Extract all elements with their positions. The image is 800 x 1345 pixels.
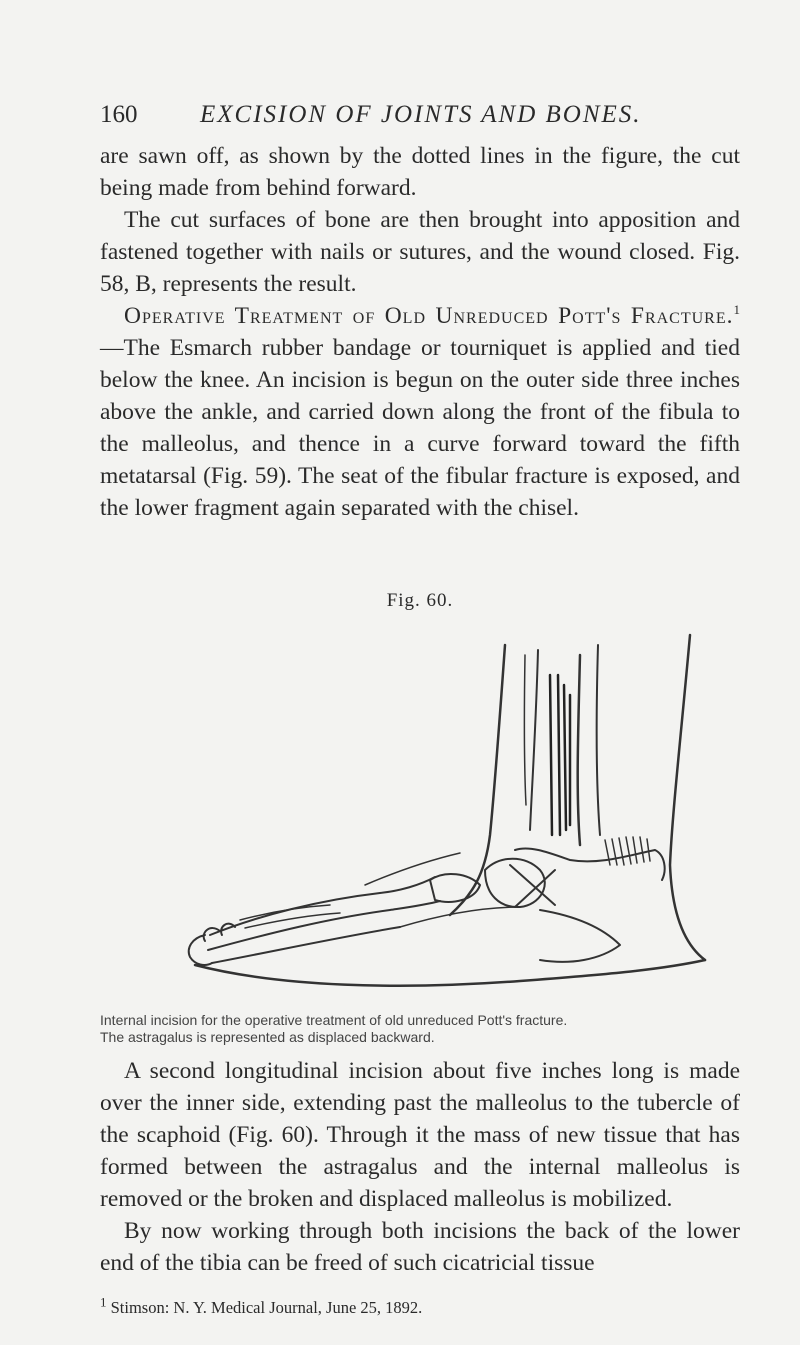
sole [195,960,705,986]
tibia-shaft [530,650,538,830]
foot-illustration [100,615,740,990]
running-title: EXCISION OF JOINTS AND BONES. [200,101,642,128]
paragraph-continued: are sawn off, as shown by the dotted lines in the figure, the cut being made from behind forward. [100,143,740,201]
body-text-bottom [100,1055,740,1279]
instep [400,907,520,927]
figure-caption [100,1012,740,1046]
footnote-text: Stimson: N. Y. Medical Journal, June 25, 1892. [110,1298,423,1317]
tarsal-cross [510,865,555,907]
footnote-mark: 1 [100,1294,107,1310]
malleolus-hatching [605,837,650,865]
inner-line [524,655,526,805]
book-page [100,0,740,1345]
calcaneus [540,910,620,962]
caption-line-1: Internal incision for the operative treatment of old unreduced Pott's fracture. [100,1012,568,1028]
tibia-shading [550,675,570,835]
incision-line [578,655,580,845]
paragraph-result: The cut surfaces of bone are then brought into apposition and fastened together with nails or sutures, and the wound closed. Fig. 58, B, represents the result. [100,207,740,297]
leg-outline-right [670,635,705,960]
paragraph-working-through: By now working through both incisions the back of the lower end of the tibia can be freed of such cicatricial tissue [100,1218,740,1276]
talus [485,859,545,907]
page-number: 160 [100,101,138,128]
figure-label: Fig. 60. [386,590,454,611]
paragraph-operative-treatment [100,300,740,524]
body-text-top [100,140,740,524]
section-heading: Operative Treatment of Old Unreduced Pott's Fracture. [124,303,734,329]
footnote-ref: 1 [733,302,740,318]
dorsum [365,853,460,885]
paragraph-second-incision: A second longitudinal incision about five inches long is made over the inner side, extending past the malleolus to the tubercle of the scaphoid (Fig. 60). Through it the mass of new tissue that has formed between the astragalus and the internal malleolus is removed or the broken and displaced malleolus is mobilized. [100,1058,740,1212]
paragraph-body: —The Esmarch rubber bandage or tourniquet is applied and tied below the knee. An incision is begun on the outer side three inches above the ankle, and carried down along the front of the fibula to the malleolus, and thence in a curve forward toward the fifth metatarsal (Fig. 59). The seat of the fibular fracture is exposed, and the lower fragment again separated with the chisel. [100,335,740,521]
tibia-shaft-right [597,645,600,835]
caption-line-2: The astragalus is represented as displaced backward. [100,1029,435,1045]
footnote [100,1294,740,1318]
